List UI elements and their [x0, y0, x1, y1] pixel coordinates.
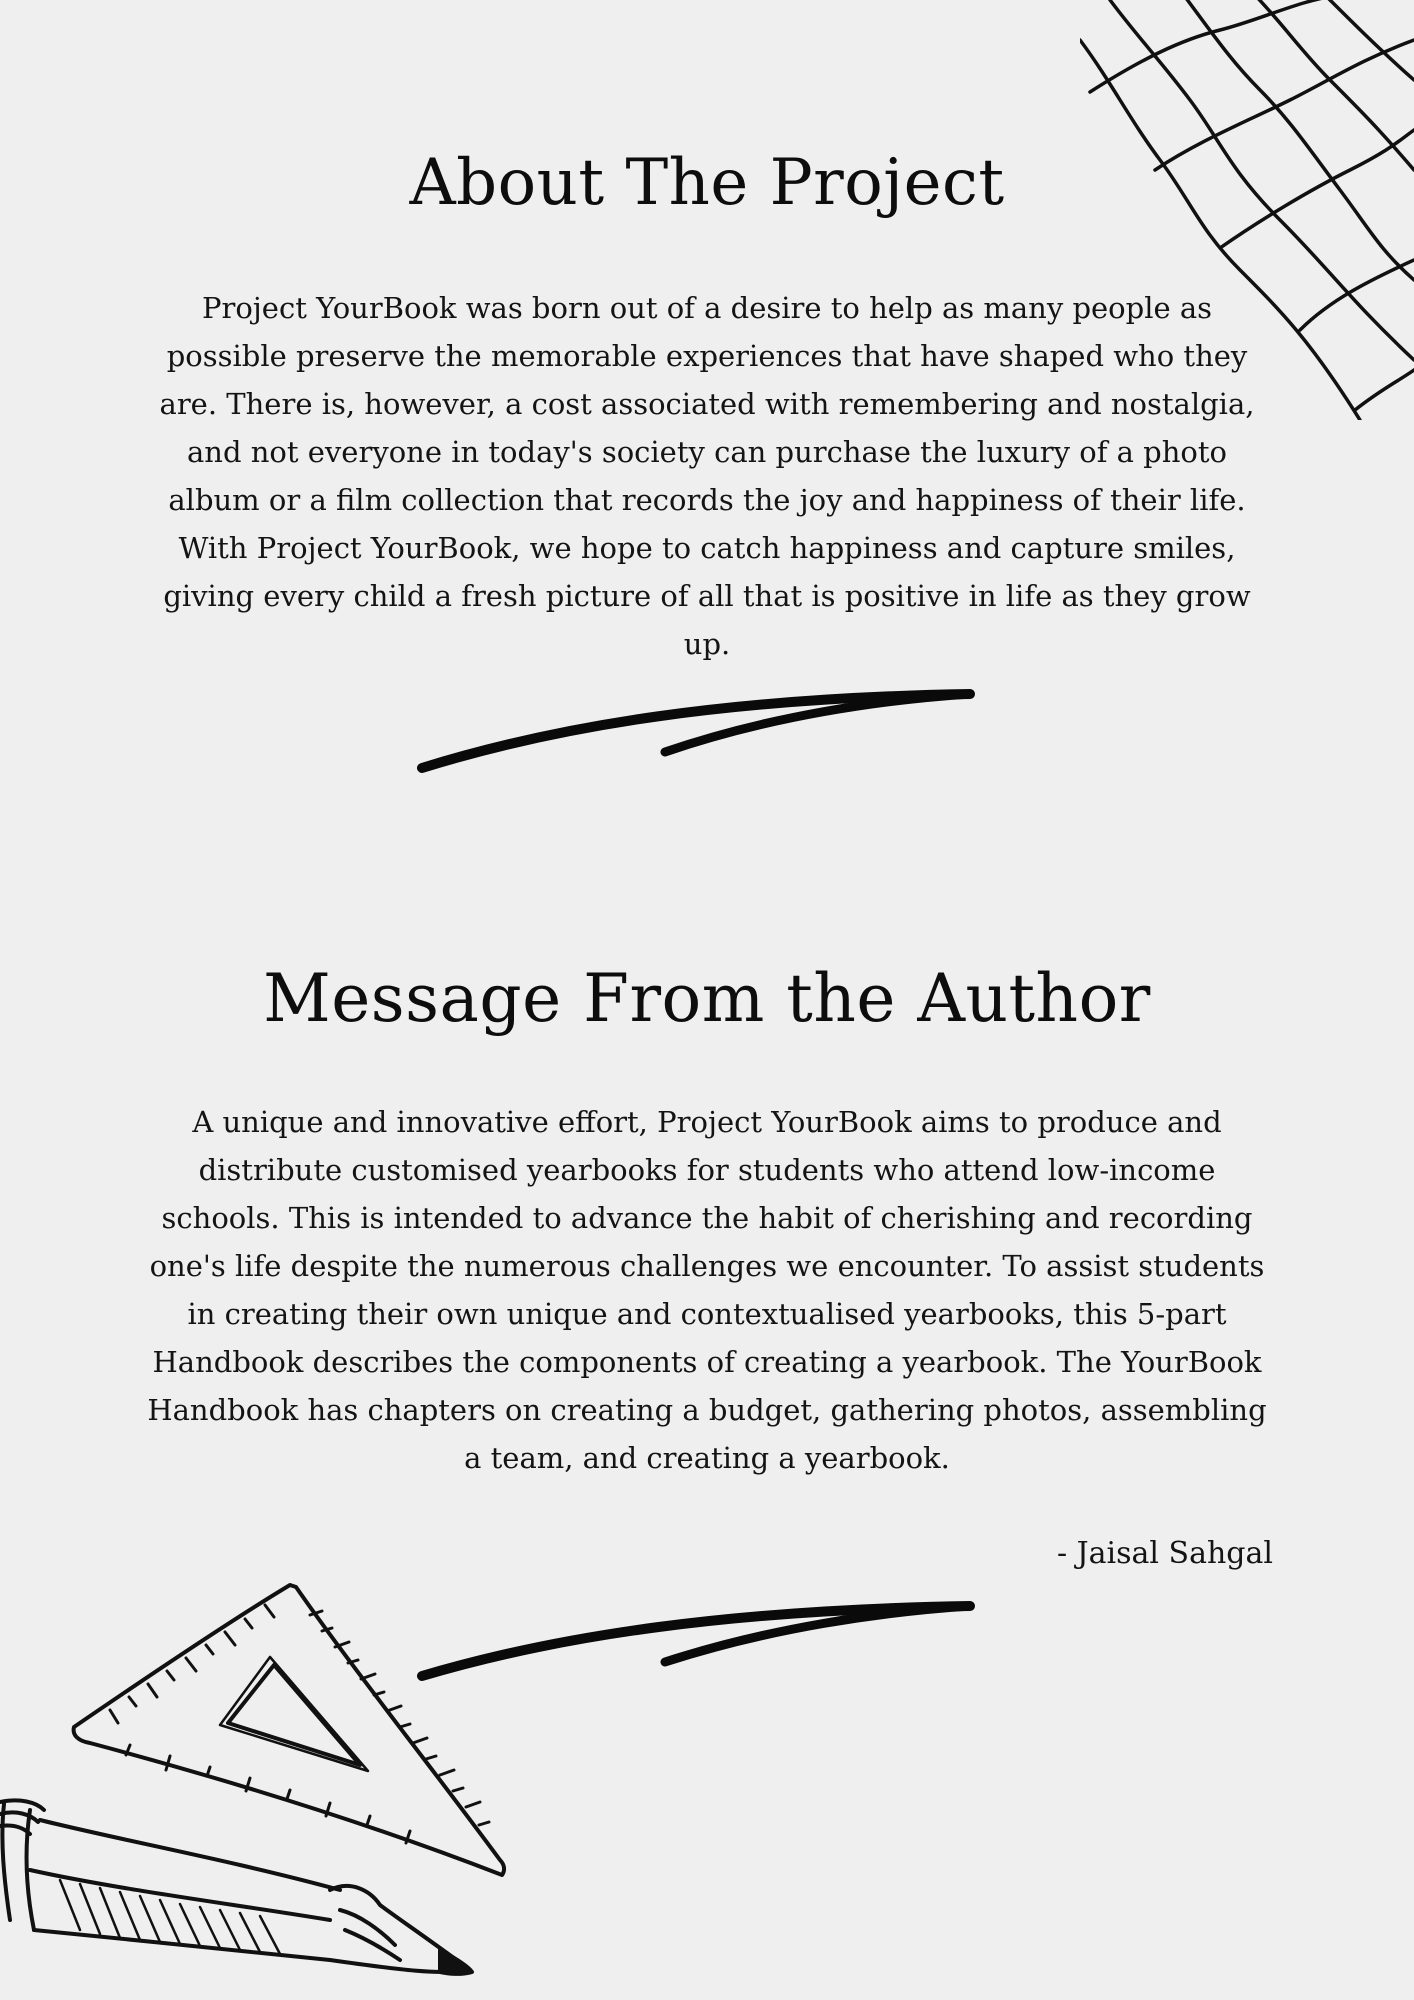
about-project-heading: About The Project [409, 146, 1005, 220]
set-square-icon [60, 1575, 520, 1895]
author-message-heading: Message From the Author [263, 960, 1151, 1037]
about-project-paragraph: Project YourBook was born out of a desire to help as many people as possible preserve the memorable experiences that have shaped who they are. There is, however, a cost associated with remembering and nostalgia, and not everyone in today's society can purchase the luxury of a photo album or a film collection that records the joy and happiness of their life. With Project YourBook, we hope to catch happiness and capture smiles, giving every child a fresh picture of all that is positive in life as they grow up. [159, 291, 1255, 661]
author-signature: - Jaisal Sahgal [1056, 1536, 1273, 1571]
swoosh-divider-icon [410, 1590, 990, 1690]
author-message-paragraph: A unique and innovative effort, Project YourBook aims to produce and distribute customised yearbooks for students who attend low-income schools. This is intended to advance the habit of cherishing and recording one's life despite the numerous challenges we encounter. To assist students in creating their own unique and contextualised yearbooks, this 5-part Handbook describes the components of creating a yearbook. The YourBook Handbook has chapters on creating a budget, gathering photos, assembling a team, and creating a yearbook. [147, 1105, 1267, 1475]
swoosh-divider-icon [410, 680, 990, 780]
pencil-icon [0, 1780, 500, 2000]
